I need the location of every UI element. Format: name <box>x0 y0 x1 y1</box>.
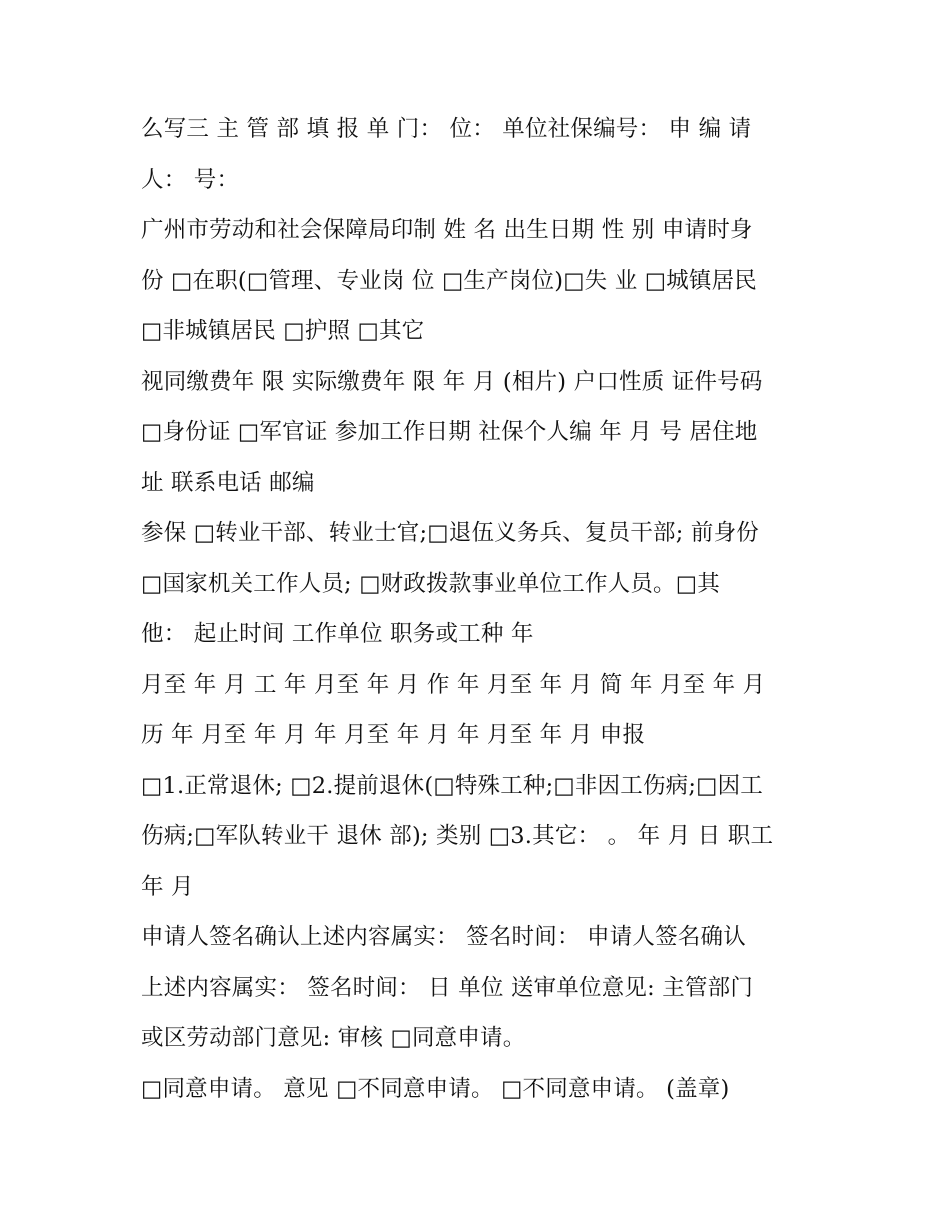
text-line-18: 上述内容属实： 签名时间： 日 单位 送审单位意见: 主管部门 <box>141 974 754 1001</box>
text-line-8: 址 联系电话 邮编 <box>141 469 315 496</box>
text-line-12: 月至 年 月 工 年 月至 年 月 作 年 月至 年 月 简 年 月至 年 月 <box>141 671 766 698</box>
text-line-3: 广州市劳动和社会保障局印制 姓 名 出生日期 性 别 申请时身 <box>141 217 753 243</box>
text-line-2: 人： 号： <box>141 166 240 193</box>
text-line-20: □同意申请。 意见 □不同意申请。 □不同意申请。 (盖章) <box>141 1075 730 1102</box>
text-line-14: □1.正常退休; □2.提前退休(□特殊工种;□非因工伤病;□因工 <box>141 772 763 799</box>
text-line-6: 视同缴费年 限 实际缴费年 限 年 月 (相片) 户口性质 证件号码 <box>141 368 763 395</box>
text-line-10: □国家机关工作人员; □财政拨款事业单位工作人员。□其 <box>141 570 720 597</box>
text-line-19: 或区劳动部门意见: 审核 □同意申请。 <box>141 1025 526 1051</box>
text-line-9: 参保 □转业干部、转业士官;□退伍义务兵、复员干部; 前身份 <box>141 520 759 546</box>
document-body <box>141 111 821 1121</box>
text-line-11: 他： 起止时间 工作单位 职务或工种 年 <box>141 621 534 647</box>
text-line-15: 伤病;□军队转业干 退休 部); 类别 □3.其它： 。 年 月 日 职工 <box>141 823 774 849</box>
text-line-7: □身份证 □军官证 参加工作日期 社保个人编 年 月 号 居住地 <box>141 419 758 445</box>
text-line-4: 份 □在职(□管理、专业岗 位 □生产岗位)□失 业 □城镇居民 <box>141 267 758 294</box>
text-line-5: □非城镇居民 □护照 □其它 <box>141 318 425 344</box>
text-line-1: 么写三 主 管 部 填 报 单 门： 位： 单位社保编号： 申 编 请 <box>141 116 752 142</box>
text-line-16: 年 月 <box>141 873 194 900</box>
text-line-17: 申请人签名确认上述内容属实： 签名时间： 申请人签名确认 <box>141 924 746 950</box>
text-line-13: 历 年 月至 年 月 年 月至 年 月 年 月至 年 月 申报 <box>141 722 646 748</box>
